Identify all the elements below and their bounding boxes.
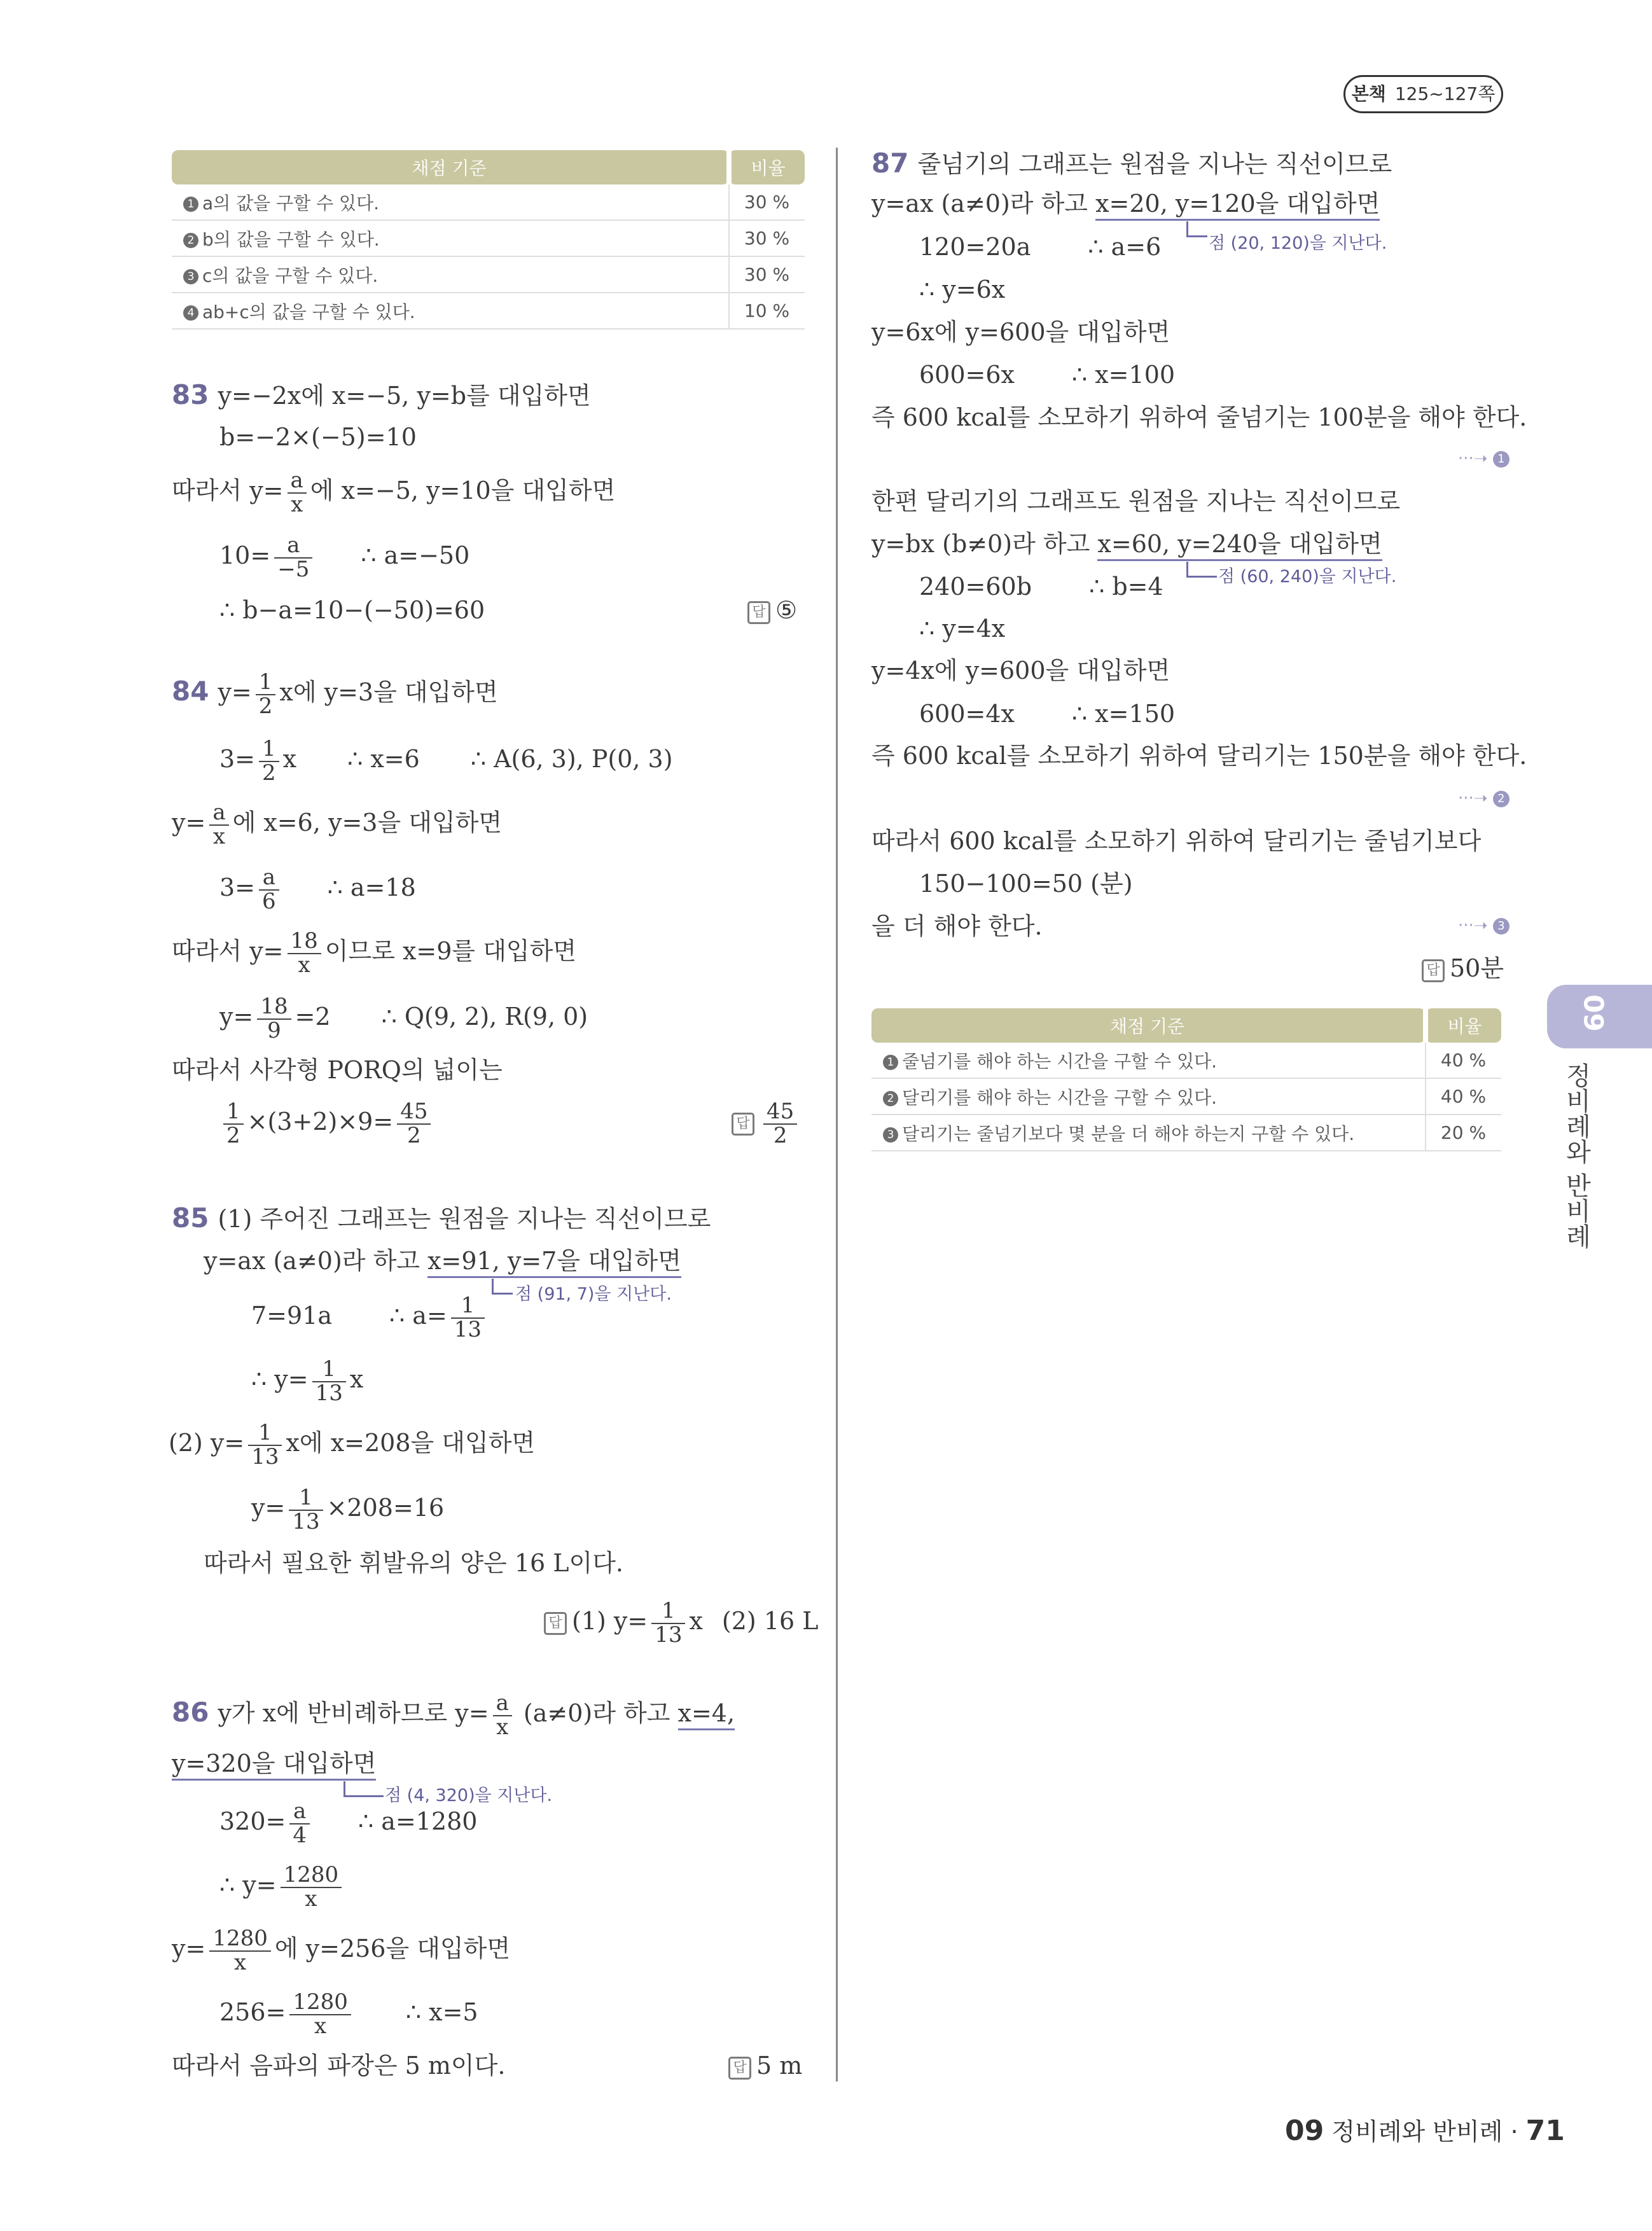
answer-85: 답 (1) y= $\frac{1}{13}$ x (2) 16 L (544, 1600, 819, 1646)
note-bracket (492, 1279, 513, 1295)
point-note: 점 (4, 320)을 지난다. (385, 1786, 553, 1805)
note-bracket (1186, 562, 1217, 578)
page-number: 71 (1525, 2115, 1565, 2147)
table-row: 2 b의 값을 구할 수 있다. 30 % (172, 220, 805, 256)
answer-86: 답 5 m (728, 2052, 802, 2081)
point-note: 점 (20, 120)을 지난다. (1209, 233, 1387, 253)
table-row: 1 a의 값을 구할 수 있다. 30 % (172, 184, 805, 220)
step-marker-1: ···➝ 1 (1458, 449, 1510, 468)
table-row: 2 달리기를 해야 하는 시간을 구할 수 있다. 40 % (871, 1078, 1501, 1115)
answer-87: 답 50분 (1422, 954, 1504, 983)
table-header-ratio: 비율 (1426, 1008, 1501, 1043)
grading-table-82 (172, 150, 805, 330)
problem-number: 83 (172, 379, 209, 410)
note-bracket (344, 1781, 384, 1797)
table-header-criteria: 채점 기준 (172, 150, 729, 184)
table-header-criteria: 채점 기준 (871, 1008, 1426, 1043)
note-bracket (1186, 221, 1207, 237)
step-marker-2: ···➝ 2 (1458, 789, 1510, 808)
point-note: 점 (60, 240)을 지난다. (1218, 567, 1397, 587)
chapter-tab-number: 09 (1578, 994, 1609, 1032)
answer-84: 답 $\frac{45}{2}$ (732, 1101, 801, 1147)
answer-83: 답 ⑤ (747, 596, 797, 625)
table-row: 4 ab+c의 값을 구할 수 있다. 10 % (172, 293, 805, 329)
column-divider (836, 148, 838, 2082)
chapter-tab-title: 정비례와 반비례 (1562, 1062, 1591, 1249)
table-header-ratio: 비율 (729, 150, 805, 184)
table-row: 3 달리기는 줄넘기보다 몇 분을 더 해야 하는지 구할 수 있다. 20 % (871, 1115, 1501, 1151)
page-range-badge: 본책 125~127쪽 (1343, 75, 1503, 113)
point-note: 점 (91, 7)을 지난다. (515, 1284, 672, 1304)
chapter-tab (1547, 985, 1652, 1048)
table-row: 3 c의 값을 구할 수 있다. 30 % (172, 256, 805, 293)
step-marker-3: ···➝ 3 (1458, 916, 1510, 935)
page-footer: 09 정비례와 반비례 · 71 (1285, 2115, 1565, 2147)
grading-table-87 (871, 1008, 1501, 1151)
table-row: 1 줄넘기를 해야 하는 시간을 구할 수 있다. 40 % (871, 1043, 1501, 1078)
